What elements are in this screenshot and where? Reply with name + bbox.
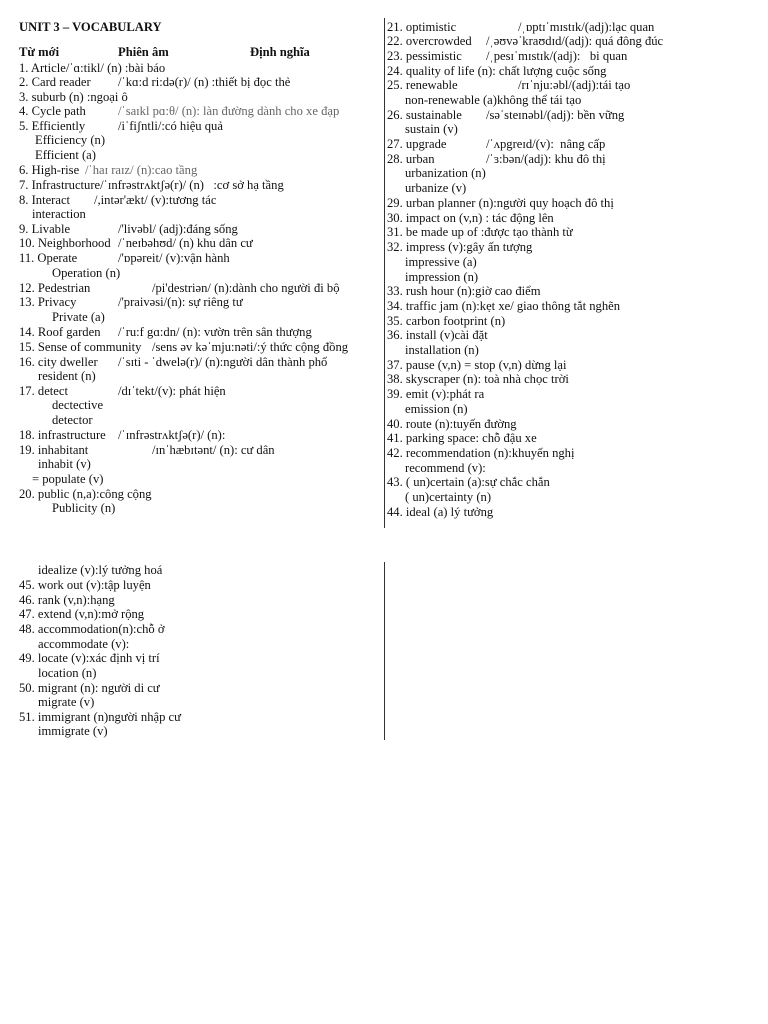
vocab-item-31: 31. be made up of :được tạo thành từ <box>387 225 573 239</box>
vocab-item-33: 33. rush hour (n):giờ cao điểm <box>387 284 541 298</box>
vocab-item-19-sub2: = populate (v) <box>32 472 104 486</box>
vocab-item-39: 39. emit (v):phát ra <box>387 387 485 401</box>
vocab-item-36-sub: installation (n) <box>405 343 479 357</box>
vocab-item-50-sub: migrate (v) <box>38 695 95 709</box>
vocab-item-4-def: /ˈsaɪkl pɑ:θ/ (n): làn đường dành cho xe đạp <box>118 104 340 118</box>
vocab-item-11: 11. Operate <box>19 251 78 265</box>
vocab-item-32-sub2: impression (n) <box>405 270 479 284</box>
vocab-item-11-def: /'ɒpəreit/ (v):vận hành <box>118 251 230 265</box>
vocab-item-8-def: /,intər'ækt/ (v):tương tác <box>94 193 217 207</box>
vocab-item-10: 10. Neighborhood <box>19 236 111 250</box>
vocab-item-24: 24. quality of life (n): chất lượng cuộc sống <box>387 64 607 78</box>
vocab-item-15-def: /sens əv kəˈmju:nəti/:ý thức cộng đồng <box>152 340 349 354</box>
vocab-item-28-sub1: urbanization (n) <box>405 166 486 180</box>
vocab-item-9: 9. Livable <box>19 222 71 236</box>
vocab-item-25-sub: non-renewable (a)không thể tái tạo <box>405 93 582 107</box>
vocab-item-19: 19. inhabitant <box>19 443 89 457</box>
vocab-item-25-def: /rɪˈnju:əbl/(adj):tái tạo <box>518 78 631 92</box>
vocab-item-35: 35. carbon footprint (n) <box>387 314 506 328</box>
vocab-item-5-def: /iˈfiʃntli/:có hiệu quả <box>118 119 223 133</box>
vocab-item-25: 25. renewable <box>387 78 458 92</box>
vocab-item-19-sub1: inhabit (v) <box>38 457 91 471</box>
vocab-item-43-sub: ( un)certainty (n) <box>405 490 492 504</box>
vocab-item-6-def: /ˈhaɪ raɪz/ (n):cao tầng <box>85 163 198 177</box>
vocab-item-51-sub: immigrate (v) <box>38 724 108 738</box>
vocab-item-13-sub: Private (a) <box>52 310 105 324</box>
vocab-item-17-sub1: dectective <box>52 398 104 412</box>
vocab-item-3: 3. suburb (n) :ngoại ô <box>19 90 128 104</box>
vocab-item-11-sub: Operation (n) <box>52 266 121 280</box>
vocab-item-43: 43. ( un)certain (a):sự chắc chắn <box>387 475 550 489</box>
vocab-item-27: 27. upgrade <box>387 137 447 151</box>
vocab-item-16: 16. city dweller <box>19 355 98 369</box>
vocab-item-18: 18. infrastructure <box>19 428 106 442</box>
vocab-item-14: 14. Roof garden <box>19 325 101 339</box>
vocab-item-30: 30. impact on (v,n) : tác động lên <box>387 211 554 225</box>
vocab-item-22: 22. overcrowded <box>387 34 472 48</box>
vocab-item-12-def: /pi'destriən/ (n):dành cho người đi bộ <box>152 281 340 295</box>
vocab-item-17-def: /dɪˈtekt/(v): phát hiện <box>118 384 226 398</box>
header-word: Từ mới <box>19 45 60 59</box>
vocab-item-29: 29. urban planner (n):người quy hoạch đô thị <box>387 196 614 210</box>
vocab-item-32: 32. impress (v):gây ấn tượng <box>387 240 533 254</box>
vocab-item-17-sub2: detector <box>52 413 93 427</box>
vocab-item-22-def: /ˌəʊvəˈkraʊdɪd/(adj): quá đông đúc <box>486 34 664 48</box>
vocab-item-37: 37. pause (v,n) = stop (v,n) dừng lại <box>387 358 567 372</box>
vocab-item-1: 1. Article/ˈɑ:tikl/ (n) :bài báo <box>19 61 166 75</box>
vocab-item-38: 38. skyscraper (n): toà nhà chọc trời <box>387 372 569 386</box>
header-definition: Định nghĩa <box>250 45 310 59</box>
vocab-item-40: 40. route (n):tuyến đường <box>387 417 517 431</box>
vocab-item-7: 7. Infrastructure/ˈɪnfrəstrʌktʃə(r)/ (n) :cơ sở hạ tầng <box>19 178 284 192</box>
vocab-item-20-sub: Publicity (n) <box>52 501 116 515</box>
vocab-item-23-def: /ˌpesɪˈmɪstɪk/(adj): bi quan <box>486 49 628 63</box>
vocab-item-50: 50. migrant (n): người di cư <box>19 681 160 695</box>
vocab-item-14-def: /ˈru:f gɑ:dn/ (n): vườn trên sân thượng <box>118 325 312 339</box>
column-divider <box>384 18 385 528</box>
vocab-item-4: 4. Cycle path <box>19 104 86 118</box>
vocab-item-5-sub1: Efficiency (n) <box>35 133 106 147</box>
vocab-item-16-sub: resident (n) <box>38 369 96 383</box>
vocab-item-5: 5. Efficiently <box>19 119 86 133</box>
vocab-item-32-sub1: impressive (a) <box>405 255 477 269</box>
vocab-item-10-def: /ˈneɪbəhʊd/ (n) khu dân cư <box>118 236 253 250</box>
vocab-item-13-def: /'praivəsi/(n): sự riêng tư <box>118 295 243 309</box>
vocab-item-26: 26. sustainable <box>387 108 462 122</box>
vocab-item-21-def: /ˌɒptɪˈmɪstɪk/(adj):lạc quan <box>518 20 655 34</box>
vocab-item-16-def: /ˈsɪti - ˈdwelə(r)/ (n):người dân thành phố <box>118 355 328 369</box>
vocab-item-27-def: /ˈʌpgreɪd/(v): nâng cấp <box>486 137 606 151</box>
vocab-item-26-def: /səˈsteɪnəbl/(adj): bền vững <box>486 108 625 122</box>
page-title: UNIT 3 – VOCABULARY <box>19 20 162 34</box>
vocab-item-41: 41. parking space: chỗ đậu xe <box>387 431 537 445</box>
vocab-item-12: 12. Pedestrian <box>19 281 91 295</box>
vocab-item-49: 49. locate (v):xác định vị trí <box>19 651 160 665</box>
vocab-item-2-def: /ˈkɑ:d ri:də(r)/ (n) :thiết bị đọc thẻ <box>118 75 291 89</box>
vocab-item-21: 21. optimistic <box>387 20 457 34</box>
vocab-item-28-sub2: urbanize (v) <box>405 181 467 195</box>
vocab-item-19-def: /ɪnˈhæbɪtənt/ (n): cư dân <box>152 443 275 457</box>
vocab-item-48: 48. accommodation(n):chỗ ở <box>19 622 165 636</box>
vocab-item-44-sub: idealize (v):lý tưởng hoá <box>38 563 163 577</box>
vocab-item-34: 34. traffic jam (n):kẹt xe/ giao thông tắt nghẽn <box>387 299 621 313</box>
vocab-item-17: 17. detect <box>19 384 68 398</box>
vocab-item-48-sub: accommodate (v): <box>38 637 130 651</box>
vocab-item-9-def: /'livəbl/ (adj):đáng sống <box>118 222 238 236</box>
vocab-item-15: 15. Sense of community <box>19 340 142 354</box>
vocab-item-46: 46. rank (v,n):hạng <box>19 593 115 607</box>
vocab-item-42: 42. recommendation (n):khuyến nghị <box>387 446 575 460</box>
vocab-item-5-sub2: Efficient (a) <box>35 148 96 162</box>
vocab-item-51: 51. immigrant (n)người nhập cư <box>19 710 181 724</box>
vocab-item-49-sub: location (n) <box>38 666 97 680</box>
vocab-item-6: 6. High-rise <box>19 163 80 177</box>
vocab-item-2: 2. Card reader <box>19 75 91 89</box>
vocab-item-45: 45. work out (v):tập luyện <box>19 578 151 592</box>
vocab-item-36: 36. install (v)cài đặt <box>387 328 488 342</box>
vocab-item-28-def: /ˈɜ:bən/(adj): khu đô thị <box>486 152 606 166</box>
vocab-item-13: 13. Privacy <box>19 295 77 309</box>
vocab-item-26-sub: sustain (v) <box>405 122 458 136</box>
header-phonetic: Phiên âm <box>118 45 169 59</box>
vocab-item-18-def: /ˈɪnfrəstrʌktʃə(r)/ (n): <box>118 428 226 442</box>
vocab-item-20: 20. public (n,a):công cộng <box>19 487 152 501</box>
vocab-item-42-sub: recommend (v): <box>405 461 486 475</box>
vocab-item-28: 28. urban <box>387 152 435 166</box>
vocab-item-44: 44. ideal (a) lý tưởng <box>387 505 494 519</box>
vocab-item-39-sub: emission (n) <box>405 402 468 416</box>
vocab-item-8-sub: interaction <box>32 207 86 221</box>
vocab-item-8: 8. Interact <box>19 193 71 207</box>
vocab-item-47: 47. extend (v,n):mở rộng <box>19 607 145 621</box>
column-divider-bottom <box>384 562 385 740</box>
vocab-item-23: 23. pessimistic <box>387 49 462 63</box>
